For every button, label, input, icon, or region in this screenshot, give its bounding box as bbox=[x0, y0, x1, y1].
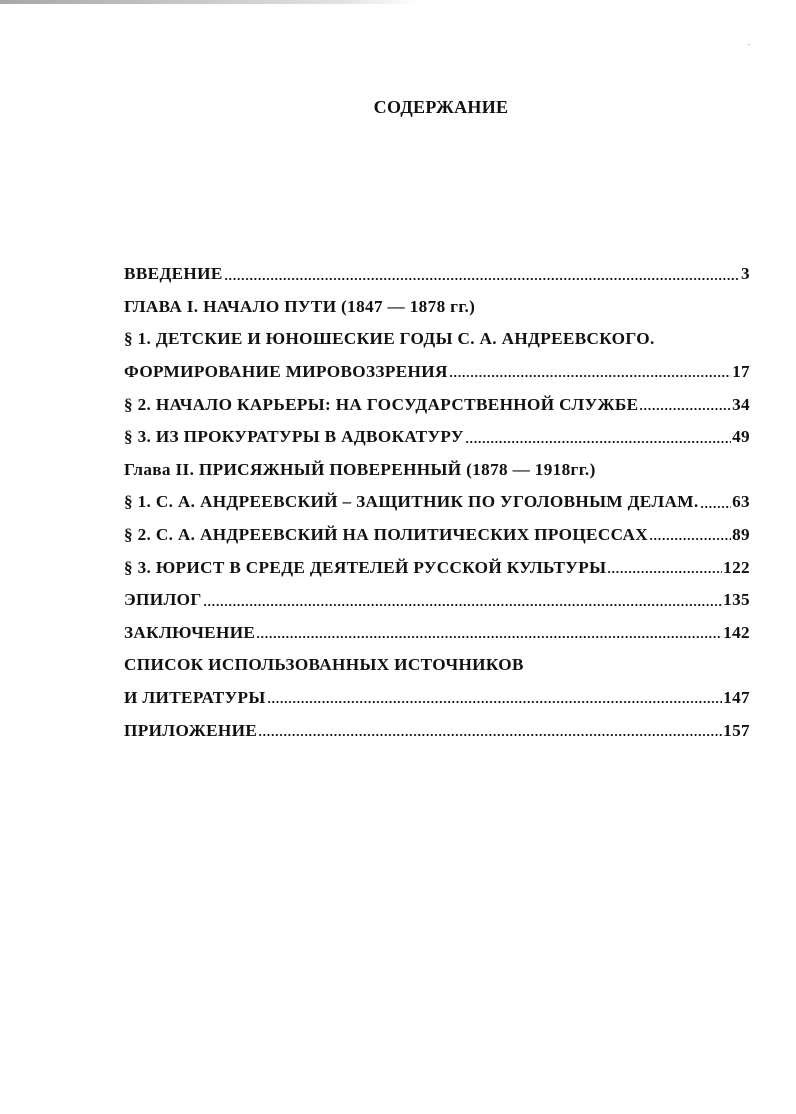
toc-entry-page: 157 bbox=[723, 720, 750, 740]
page-title: СОДЕРЖАНИЕ bbox=[373, 97, 509, 117]
toc-entry-label: § 1. С. А. АНДРЕЕВСКИЙ – ЗАЩИТНИК ПО УГОЛОВНЫМ ДЕЛАМ. bbox=[124, 492, 699, 512]
toc-entry[interactable] bbox=[124, 682, 750, 715]
toc-entry-page: 89 bbox=[732, 525, 750, 545]
toc-entry-label: § 3. ИЗ ПРОКУРАТУРЫ В АДВОКАТУРУ bbox=[124, 427, 464, 447]
toc-entry[interactable] bbox=[124, 388, 750, 421]
toc-entry[interactable] bbox=[124, 356, 750, 389]
toc-entry[interactable] bbox=[124, 421, 750, 454]
dot-leader bbox=[267, 699, 723, 705]
toc-entry-page: 34 bbox=[732, 394, 750, 414]
toc-entry[interactable] bbox=[124, 584, 750, 617]
toc-entry-label: § 3. ЮРИСТ В СРЕДЕ ДЕЯТЕЛЕЙ РУССКОЙ КУЛЬТУРЫ bbox=[124, 557, 607, 577]
toc-entry[interactable] bbox=[124, 486, 750, 519]
toc-entry[interactable] bbox=[124, 323, 750, 356]
toc-entry[interactable] bbox=[124, 258, 750, 291]
toc-entry-label: § 1. ДЕТСКИЕ И ЮНОШЕСКИЕ ГОДЫ С. А. АНДРЕЕВСКОГО. bbox=[124, 329, 655, 349]
dot-leader bbox=[649, 536, 731, 542]
dot-leader bbox=[700, 504, 732, 510]
dot-leader bbox=[449, 373, 731, 379]
toc-entry-label: И ЛИТЕРАТУРЫ bbox=[124, 688, 266, 708]
dot-leader bbox=[465, 439, 731, 445]
dot-leader bbox=[203, 602, 723, 608]
toc-entry-label: § 2. С. А. АНДРЕЕВСКИЙ НА ПОЛИТИЧЕСКИХ ПРОЦЕССАХ bbox=[124, 525, 649, 545]
toc-entry-label: Глава II. ПРИСЯЖНЫЙ ПОВЕРЕННЫЙ (1878 — 1918гг.) bbox=[124, 459, 596, 479]
toc-entry-label: ВВЕДЕНИЕ bbox=[124, 264, 223, 284]
scan-top-edge bbox=[0, 0, 420, 4]
toc-entry[interactable] bbox=[124, 649, 750, 682]
toc-entry[interactable] bbox=[124, 617, 750, 650]
toc-entry-page: 49 bbox=[732, 427, 750, 447]
dot-leader bbox=[256, 634, 722, 640]
dot-leader bbox=[639, 406, 731, 412]
table-of-contents bbox=[124, 258, 750, 747]
toc-entry-label: ЗАКЛЮЧЕНИЕ bbox=[124, 622, 256, 642]
toc-entry-page: 17 bbox=[732, 362, 750, 382]
toc-entry[interactable] bbox=[124, 454, 750, 487]
toc-entry-label: ПРИЛОЖЕНИЕ bbox=[124, 720, 258, 740]
toc-entry[interactable] bbox=[124, 519, 750, 552]
toc-entry-page: 135 bbox=[723, 590, 750, 610]
toc-entry-label: ФОРМИРОВАНИЕ МИРОВОЗЗРЕНИЯ bbox=[124, 362, 448, 382]
toc-entry-label: ЭПИЛОГ bbox=[124, 590, 202, 610]
dot-leader bbox=[258, 732, 722, 738]
scan-speck bbox=[748, 44, 750, 45]
toc-entry-page: 3 bbox=[741, 264, 750, 284]
dot-leader bbox=[224, 276, 740, 282]
toc-entry-page: 142 bbox=[723, 622, 750, 642]
dot-leader bbox=[607, 569, 722, 575]
toc-entry-label: СПИСОК ИСПОЛЬЗОВАННЫХ ИСТОЧНИКОВ bbox=[124, 655, 524, 675]
toc-entry-label: § 2. НАЧАЛО КАРЬЕРЫ: НА ГОСУДАРСТВЕННОЙ СЛУЖБЕ bbox=[124, 394, 639, 414]
toc-entry[interactable] bbox=[124, 714, 750, 747]
toc-entry-page: 63 bbox=[732, 492, 750, 512]
toc-entry[interactable] bbox=[124, 551, 750, 584]
toc-entry-page: 147 bbox=[723, 688, 750, 708]
toc-entry-page: 122 bbox=[723, 557, 750, 577]
toc-entry-label: ГЛАВА I. НАЧАЛО ПУТИ (1847 — 1878 гг.) bbox=[124, 296, 476, 316]
toc-entry[interactable] bbox=[124, 291, 750, 324]
